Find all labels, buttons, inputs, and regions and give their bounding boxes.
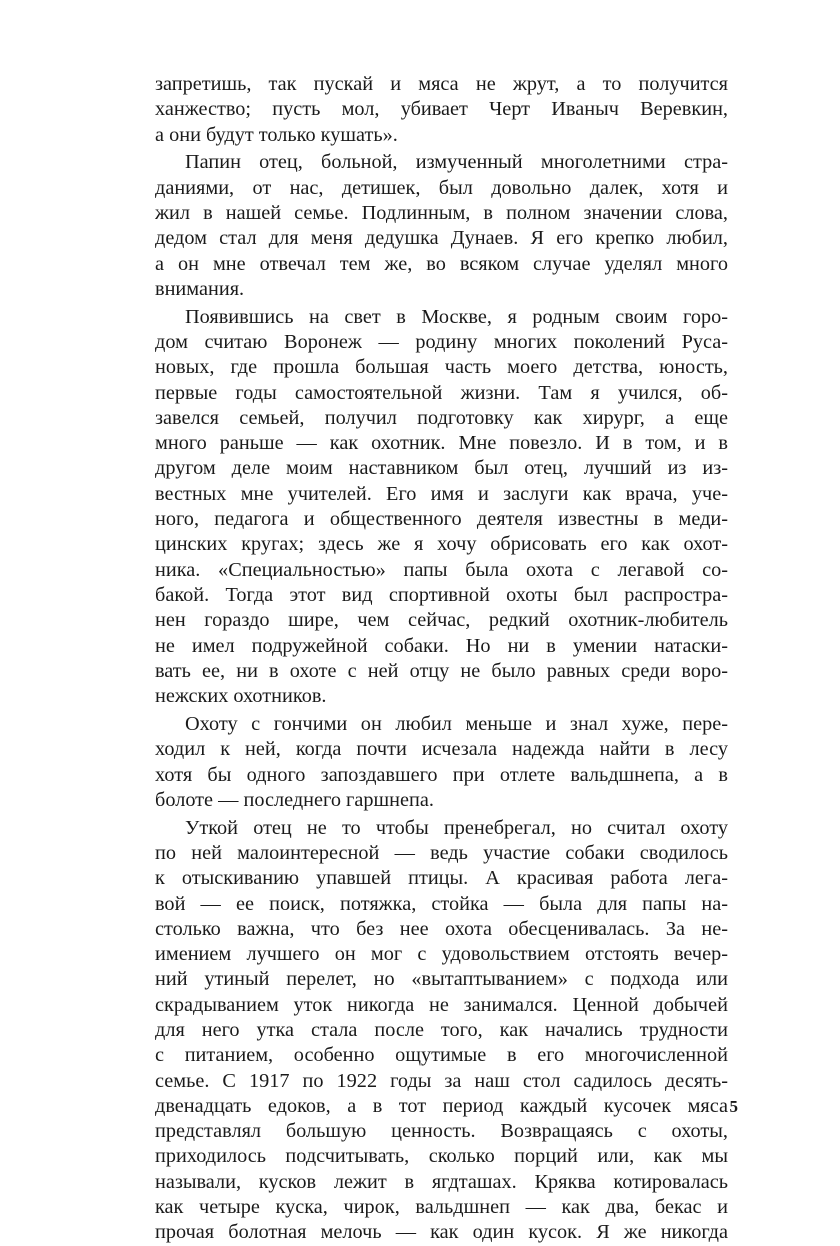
text-line: представлял большую ценность. Возвращаясь с охоты, [155, 1120, 728, 1143]
text-line: а он мне отвечал тем же, во всяком случае уделял много [155, 252, 728, 275]
text-line: бакой. Тогда этот вид спортивной охоты был распростра- [155, 583, 728, 606]
text-line: двенадцать едоков, а в тот период каждый кусочек мяса [155, 1094, 728, 1117]
text-line: Уткой отец не то чтобы пренебрегал, но считал охоту [185, 816, 728, 839]
text-line: Охоту с гончими он любил меньше и знал хуже, пере- [185, 712, 728, 735]
text-line: Папин отец, больной, измученный многолетними стра- [185, 151, 728, 174]
text-line: ника. «Специальностью» папы была охота с легавой со- [155, 558, 728, 581]
text-line: вать ее, ни в охоте с ней отцу не было равных среди воро- [155, 659, 728, 682]
text-line: скрадыванием уток никогда не занимался. Ценной добычей [155, 993, 728, 1016]
paragraph [155, 72, 728, 148]
text-line: болоте — последнего гаршнепа. [155, 788, 434, 811]
text-line: ного, педагога и общественного деятеля известны в меди- [155, 508, 728, 531]
text-line: как четыре куска, чирок, вальдшнеп — как два, бекас и [155, 1196, 728, 1219]
text-line: запретишь, так пускай и мяса не жрут, а то получится [155, 73, 728, 95]
text-line: с питанием, особенно ощутимые в его многочисленной [155, 1044, 728, 1067]
text-line: для него утка стала после того, как начались трудности [155, 1018, 728, 1041]
text-line: а они будут только кушать». [155, 123, 398, 146]
text-line: цинских кругах; здесь же я хочу обрисовать его как охот- [155, 533, 728, 556]
text-line: хотя бы одного запоздавшего при отлете вальдшнепа, а в [155, 763, 728, 786]
text-line: нен гораздо шире, чем сейчас, редкий охотник-любитель [155, 609, 728, 632]
text-line: называли, кусков лежит в ягдташах. Кряква котировалась [155, 1170, 728, 1193]
text-line: Появившись на свет в Москве, я родным своим горо- [185, 305, 728, 328]
text-line: прочая болотная мелочь — как один кусок. Я же никогда [155, 1221, 728, 1244]
text-line: приходилось подсчитывать, сколько порций или, как мы [155, 1145, 728, 1168]
text-line: семье. С 1917 по 1922 годы за наш стол садилось десять- [155, 1069, 728, 1092]
text-line: к отыскиванию упавшей птицы. А красивая работа лега- [155, 867, 728, 890]
text-line: дедом стал для меня дедушка Дунаев. Я его крепко любил, [155, 227, 728, 250]
text-line: много раньше — как охотник. Мне повезло. И в том, и в [155, 432, 728, 455]
text-line: завелся семьей, получил подготовку как хирург, а еще [155, 406, 728, 429]
page-number: 5 [729, 1097, 738, 1116]
text-line: первые годы самостоятельной жизни. Там я учился, об- [155, 381, 728, 404]
paragraph [155, 305, 728, 710]
paragraph [155, 150, 728, 302]
text-line: вой — ее поиск, потяжка, стойка — была для папы на- [155, 892, 728, 915]
paragraph [155, 712, 728, 813]
text-line: нежских охотников. [155, 685, 327, 708]
text-line: новых, где прошла большая часть моего детства, юность, [155, 356, 728, 379]
text-line: даниями, от нас, детишек, был довольно далек, хотя и [155, 176, 728, 199]
text-line: вестных мне учителей. Его имя и заслуги как врача, уче- [155, 482, 728, 505]
paragraph [155, 816, 728, 1246]
text-line: ханжество; пусть мол, убивает Черт Иваныч Веревкин, [155, 98, 728, 121]
text-line: по ней малоинтересной — ведь участие собаки сводилось [155, 841, 728, 864]
text-line: дом считаю Воронеж — родину многих поколений Руса- [155, 330, 728, 353]
text-line: другом деле моим наставником был отец, лучший из из- [155, 457, 728, 480]
text-line: не имел подружейной собаки. Но ни в умении натаски- [155, 634, 728, 657]
text-line: жил в нашей семье. Подлинным, в полном значении слова, [155, 201, 728, 224]
body-text [155, 72, 728, 1246]
text-line: имением лучшего он мог с удовольствием отстоять вечер- [155, 943, 728, 966]
text-line: ходил к ней, когда почти исчезала надежда найти в лесу [155, 738, 728, 761]
text-line: столько важна, что без нее охота обесценивалась. За не- [155, 917, 728, 940]
text-line: ний утиный перелет, но «вытаптыванием» с подхода или [155, 968, 728, 991]
text-line: внимания. [155, 277, 245, 300]
